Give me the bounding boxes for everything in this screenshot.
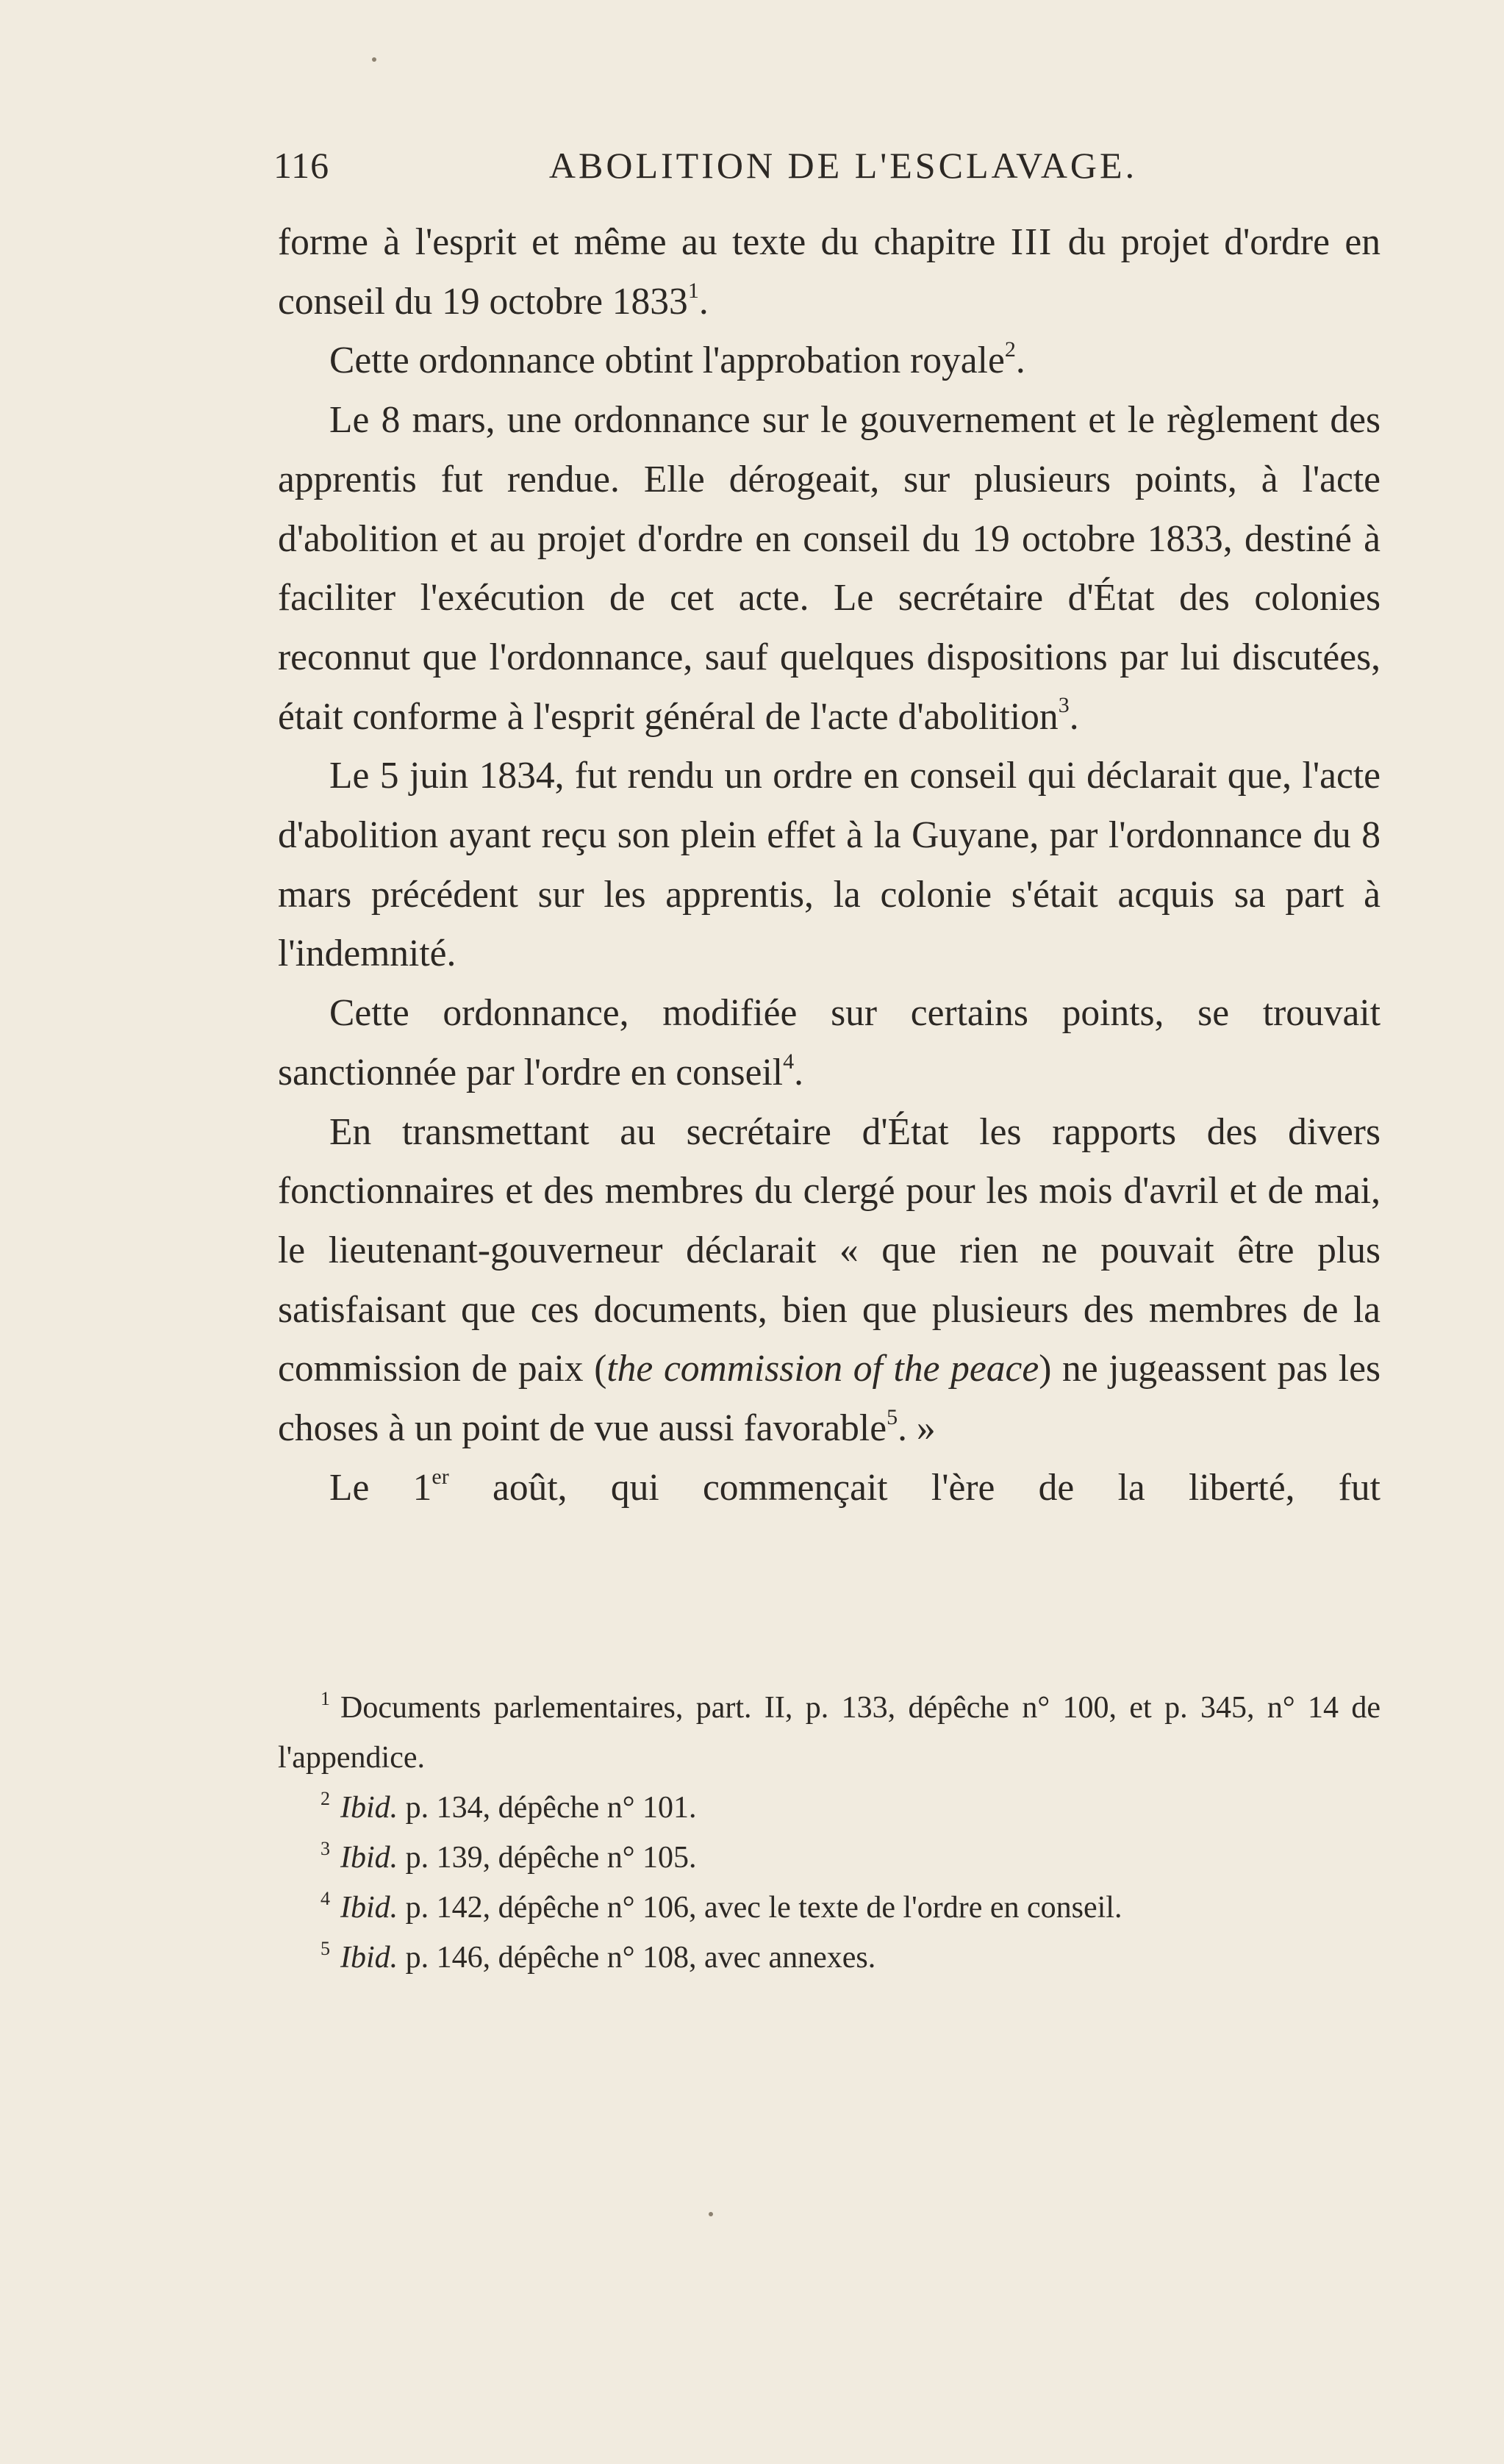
paper-speck (709, 2212, 713, 2216)
footnote-ref: 4 (783, 1049, 795, 1074)
paragraph: Le 1er août, qui commençait l'ère de la liberté, fut (329, 1464, 1381, 1509)
footnote: $^2$ Ibid. p. 134, dépêche n° 101. (321, 1788, 697, 1825)
italic-phrase: the commission of the peace (606, 1348, 1039, 1390)
footnote-ref: 1 (687, 278, 699, 303)
ibid-italic: Ibid. (340, 1941, 398, 1975)
paragraph: Le 8 mars, une ordonnance sur le gouvernement et le règlement des apprentis fut rendue. Elle dérogeait, sur plusieurs points, à l'acte d'abolition et au projet d'ordre en conseil du 19 octobre 1833, destiné à faciliter l'exécution de cet acte. Le secrétaire d'État des colonies reconnut que l'ordonnance, sauf quelques dispositions par lui discutées, était conforme à l'esprit général de l'acte d'abolition$^3$. (278, 399, 1381, 738)
footnote: $^3$ Ibid. p. 139, dépêche n° 105. (321, 1838, 697, 1875)
page-header (273, 144, 1383, 195)
footnote-number: 4 (321, 1888, 330, 1909)
footnote: $^4$ Ibid. p. 142, dépêche n° 106, avec le texte de l'ordre en conseil. (321, 1888, 1122, 1925)
footnote-number: 5 (321, 1938, 330, 1959)
footnote-number: 2 (321, 1788, 330, 1809)
footnote-number: 3 (321, 1838, 330, 1859)
footnote-number: 1 (321, 1688, 330, 1709)
paragraph: forme à l'esprit et même au texte du chapitre III du projet d'ordre en conseil du 19 octobre 1833$^1$. (278, 221, 1381, 323)
footnote: $^5$ Ibid. p. 146, dépêche n° 108, avec annexes. (321, 1938, 876, 1975)
body-text (278, 213, 1381, 1517)
running-title: ABOLITION DE L'ESCLAVAGE. (548, 145, 1138, 186)
ibid-italic: Ibid. (340, 1891, 398, 1925)
paragraph: Cette ordonnance obtint l'approbation royale$^2$. (329, 337, 1025, 382)
paragraph: Cette ordonnance, modifiée sur certains points, se trouvait sanctionnée par l'ordre en conseil$^4$. (278, 992, 1381, 1093)
paragraph: En transmettant au secrétaire d'État les rapports des divers fonctionnaires et des membres du clergé pour les mois d'avril et de mai, le lieutenant-gouverneur déclarait « que rien ne pouvait être plus satisfaisant que ces documents, bien que plusieurs des membres de la commission de paix (the commission of the peace) ne jugeassent pas les choses à un point de vue aussi favorable$^5$. » (278, 1110, 1381, 1450)
ibid-italic: Ibid. (340, 1791, 398, 1825)
footnote: $^1$ Documents parlementaires, part. II, p. 133, dépêche n° 100, et p. 345, n° 14 de l'appendice. (278, 1688, 1381, 1775)
paragraph: Le 5 juin 1834, fut rendu un ordre en conseil qui déclarait que, l'acte d'abolition ayant reçu son plein effet à la Guyane, par l'ordonnance du 8 mars précédent sur les apprentis, la colonie s'était acquis sa part à l'indemnité. (278, 755, 1381, 975)
footnote-ref: 2 (1004, 337, 1016, 362)
ibid-italic: Ibid. (340, 1841, 398, 1875)
paper-speck (372, 57, 376, 62)
chapter-number: III (1010, 221, 1053, 263)
footnote-ref: 3 (1058, 693, 1070, 718)
ordinal-suffix: er (431, 1464, 449, 1489)
footnotes (278, 1683, 1381, 1983)
footnote-ref: 5 (887, 1404, 898, 1429)
page-number: 116 (273, 145, 330, 186)
